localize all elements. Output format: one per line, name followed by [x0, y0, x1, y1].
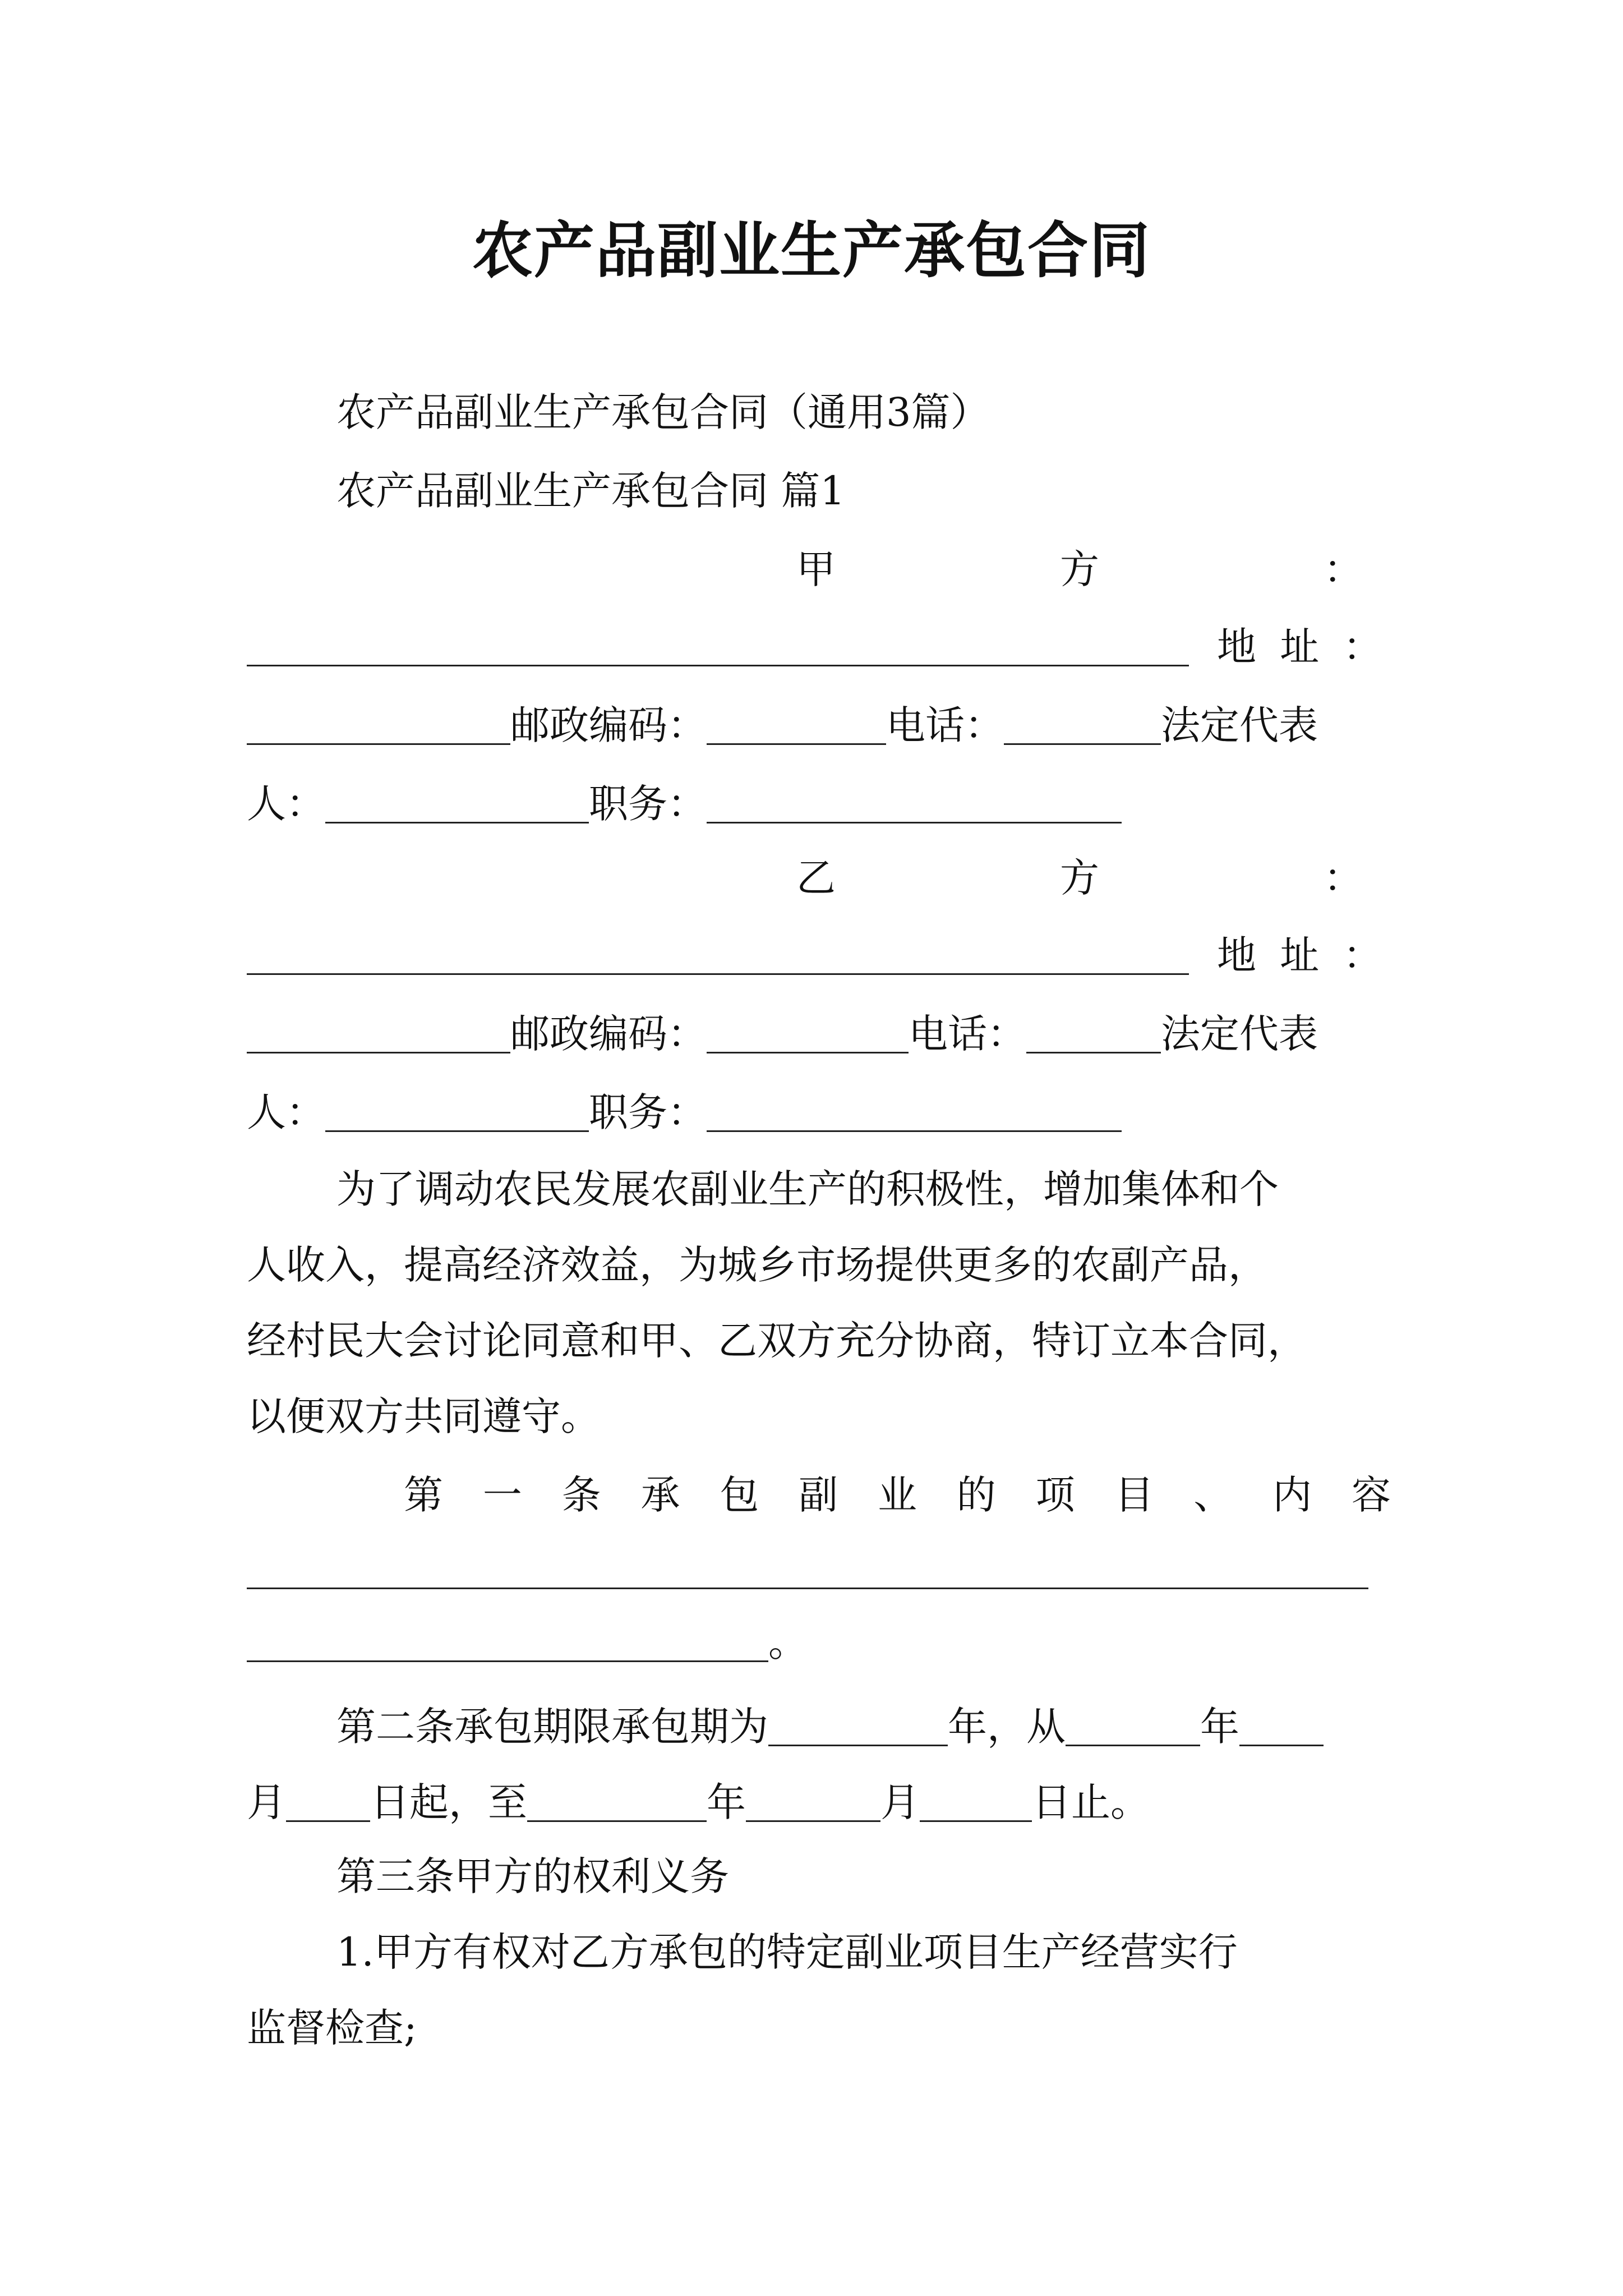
party-b-rep-blank[interactable] — [325, 1091, 589, 1132]
end-month-blank[interactable] — [746, 1781, 880, 1822]
party-a-char: 方 — [1060, 546, 1099, 592]
article-1-char: 业 — [877, 1472, 917, 1518]
party-b-address-blank[interactable] — [247, 934, 1189, 975]
article-1-char: 承 — [640, 1472, 680, 1518]
article-2-day-to: 日起，至 — [370, 1779, 527, 1825]
article-1-content-blank[interactable] — [247, 1548, 1368, 1589]
intro-line: 以便双方共同遵守。 — [247, 1393, 600, 1439]
party-a-contact-line — [247, 702, 1318, 748]
article-3-heading: 第三条甲方的权利义务 — [336, 1853, 729, 1899]
party-a-phone-blank[interactable] — [1004, 704, 1161, 745]
article-1-char: 容 — [1351, 1472, 1391, 1518]
article-2-start: 第二条承包期限承包期为 — [336, 1704, 768, 1750]
start-year-blank[interactable] — [1066, 1705, 1200, 1746]
party-b-name-blank[interactable] — [247, 1013, 510, 1053]
section-heading: 农产品副业生产承包合同 篇1 — [336, 468, 845, 514]
party-a-position-label: 职务： — [589, 781, 707, 827]
article-2-year: 年 — [1200, 1704, 1239, 1750]
article-1-char: 一 — [482, 1472, 522, 1518]
party-a-address-blank[interactable] — [247, 625, 1189, 666]
article-1-heading — [404, 1472, 1391, 1518]
party-b-label — [796, 855, 1363, 901]
subtitle: 农产品副业生产承包合同（通用3篇） — [336, 389, 990, 435]
article-1-char: 项 — [1035, 1472, 1075, 1518]
party-b-char: 方 — [1060, 855, 1099, 901]
party-a-rep-line — [247, 781, 1122, 827]
party-b-phone-blank[interactable] — [1026, 1013, 1161, 1053]
article-2-end-day: 日止。 — [1032, 1779, 1150, 1825]
party-b-phone-label: 电话： — [909, 1011, 1026, 1057]
party-a-address-label: 地 址 ： — [1217, 624, 1388, 670]
party-a-address-line — [247, 624, 1388, 670]
article-2-year-from: 年，从 — [948, 1704, 1066, 1750]
article-1-content-line — [247, 1548, 1368, 1589]
party-a-name-blank[interactable] — [247, 704, 510, 745]
article-1-char: 第 — [404, 1472, 443, 1518]
party-a-rep-blank[interactable] — [325, 783, 589, 823]
intro-line: 经村民大会讨论同意和甲、乙双方充分协商，特订立本合同， — [247, 1318, 1307, 1364]
article-1-end-mark: 。 — [768, 1619, 808, 1665]
article-1-char: 条 — [561, 1472, 601, 1518]
party-b-rep-label: 法定代表 — [1161, 1011, 1318, 1057]
party-b-char: ： — [1324, 855, 1363, 901]
party-a-rep-end: 人： — [247, 781, 325, 827]
party-b-address-line — [247, 932, 1388, 978]
term-years-blank[interactable] — [768, 1705, 948, 1746]
article-2-line-2 — [247, 1779, 1150, 1825]
article-1-char: 副 — [799, 1472, 838, 1518]
intro-line: 为了调动农民发展农副业生产的积极性，增加集体和个 — [336, 1166, 1279, 1212]
party-a-postal-label: 邮政编码： — [510, 702, 707, 748]
party-a-char: ： — [1324, 546, 1363, 592]
start-day-blank[interactable] — [286, 1781, 370, 1822]
intro-line: 人收入，提高经济效益，为城乡市场提供更多的农副产品， — [247, 1242, 1267, 1288]
party-a-char: 甲 — [796, 546, 836, 592]
party-b-address-label: 地 址 ： — [1217, 932, 1388, 978]
article-1-content-blank-2[interactable] — [247, 1621, 768, 1662]
party-a-rep-label: 法定代表 — [1161, 702, 1318, 748]
party-b-position-label: 职务： — [589, 1089, 707, 1135]
party-b-char: 乙 — [796, 855, 836, 901]
article-2-end-year: 年 — [707, 1779, 746, 1825]
document-title: 农产品副业生产承包合同 — [472, 215, 1151, 286]
party-b-rep-end: 人： — [247, 1089, 325, 1135]
article-2-end-month: 月 — [880, 1779, 920, 1825]
party-a-phone-label: 电话： — [886, 702, 1004, 748]
end-year-blank[interactable] — [527, 1781, 707, 1822]
article-1-content-line-2 — [247, 1619, 808, 1665]
article-1-char: 包 — [720, 1472, 759, 1518]
party-b-contact-line — [247, 1011, 1318, 1057]
party-a-postal-blank[interactable] — [707, 704, 886, 745]
article-2-month: 月 — [247, 1779, 286, 1825]
party-b-position-blank[interactable] — [707, 1091, 1122, 1132]
party-a-position-blank[interactable] — [707, 783, 1122, 823]
article-1-char: 的 — [956, 1472, 996, 1518]
party-b-rep-line — [247, 1089, 1122, 1135]
party-a-label — [796, 546, 1363, 592]
article-1-char: 目 — [1114, 1472, 1154, 1518]
party-b-postal-label: 邮政编码： — [510, 1011, 707, 1057]
item-1-line-2: 监督检查; — [247, 2005, 417, 2051]
end-day-blank[interactable] — [920, 1781, 1032, 1822]
article-1-char: 内 — [1272, 1472, 1312, 1518]
party-b-postal-blank[interactable] — [707, 1013, 909, 1053]
item-1-line: 1.甲方有权对乙方承包的特定副业项目生产经营实行 — [336, 1929, 1238, 1975]
article-1-char: 、 — [1193, 1472, 1233, 1518]
article-2-line — [336, 1704, 1324, 1750]
start-month-blank[interactable] — [1239, 1705, 1324, 1746]
